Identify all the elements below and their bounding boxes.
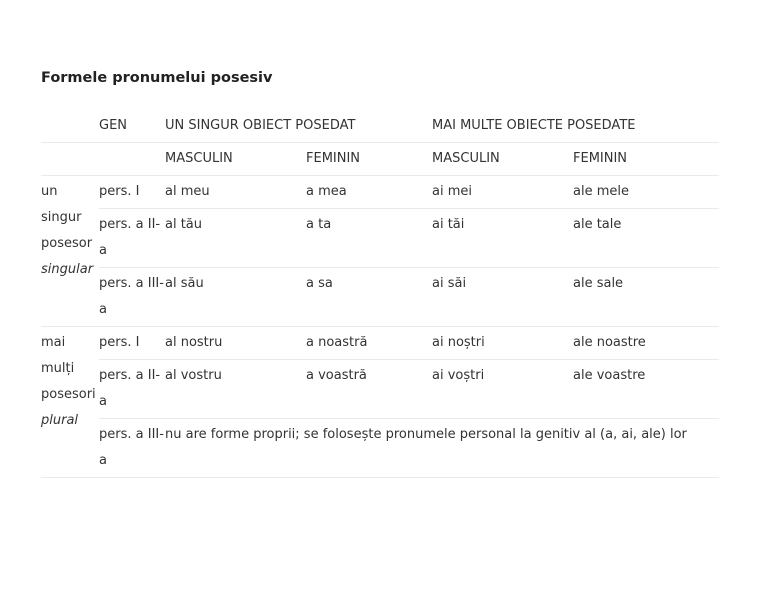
table-cell: al nostru	[165, 327, 306, 360]
person-label: pers. a III-a	[99, 268, 165, 327]
header-row-1	[41, 110, 719, 143]
table-cell: ale tale	[573, 209, 719, 268]
merged-note-cell: nu are forme proprii; se folosește pronumele personal la genitiv al (a, ai, ale) lor	[165, 419, 719, 478]
header-gen: GEN	[99, 110, 165, 143]
group-word: mulți	[41, 361, 75, 376]
possessive-pronoun-table	[41, 110, 719, 478]
group-note: plural	[41, 413, 79, 428]
group-note: singular	[41, 262, 94, 277]
table-cell: ai săi	[432, 268, 573, 327]
group-label-plural	[41, 327, 99, 478]
header-empty-cell	[41, 143, 99, 176]
table-cell: ale sale	[573, 268, 719, 327]
header-feminine-single: FEMININ	[306, 143, 432, 176]
header-feminine-multiple: FEMININ	[573, 143, 719, 176]
table-row	[41, 360, 719, 419]
table-cell: ai mei	[432, 176, 573, 209]
group-label-singular	[41, 176, 99, 327]
person-label: pers. I	[99, 176, 165, 209]
table-row	[41, 327, 719, 360]
person-label: pers. a II-a	[99, 360, 165, 419]
group-word: posesori	[41, 387, 96, 402]
table-row	[41, 268, 719, 327]
table-row	[41, 419, 719, 478]
table-cell: ale mele	[573, 176, 719, 209]
header-row-2	[41, 143, 719, 176]
person-label: pers. I	[99, 327, 165, 360]
table-cell: ai voștri	[432, 360, 573, 419]
table-cell: al tău	[165, 209, 306, 268]
header-empty-cell	[41, 110, 99, 143]
header-masculine-single: MASCULIN	[165, 143, 306, 176]
table-cell: ale voastre	[573, 360, 719, 419]
table-row	[41, 209, 719, 268]
table-cell: al meu	[165, 176, 306, 209]
group-word: mai	[41, 335, 66, 350]
table-cell: a voastră	[306, 360, 432, 419]
table-cell: a mea	[306, 176, 432, 209]
group-word: singur	[41, 210, 82, 225]
group-word: un	[41, 184, 58, 199]
table-row	[41, 176, 719, 209]
table-cell: ai noștri	[432, 327, 573, 360]
header-multiple-objects: MAI MULTE OBIECTE POSEDATE	[432, 110, 719, 143]
table-cell: a ta	[306, 209, 432, 268]
table-cell: a noastră	[306, 327, 432, 360]
table-cell: al vostru	[165, 360, 306, 419]
table-cell: a sa	[306, 268, 432, 327]
table-cell: ale noastre	[573, 327, 719, 360]
header-empty-cell	[99, 143, 165, 176]
header-masculine-multiple: MASCULIN	[432, 143, 573, 176]
person-label: pers. a II-a	[99, 209, 165, 268]
group-word: posesor	[41, 236, 93, 251]
page-title: Formele pronumelui posesiv	[41, 70, 273, 86]
table-cell: ai tăi	[432, 209, 573, 268]
person-label: pers. a III-a	[99, 419, 165, 478]
header-single-object: UN SINGUR OBIECT POSEDAT	[165, 110, 432, 143]
table-cell: al său	[165, 268, 306, 327]
